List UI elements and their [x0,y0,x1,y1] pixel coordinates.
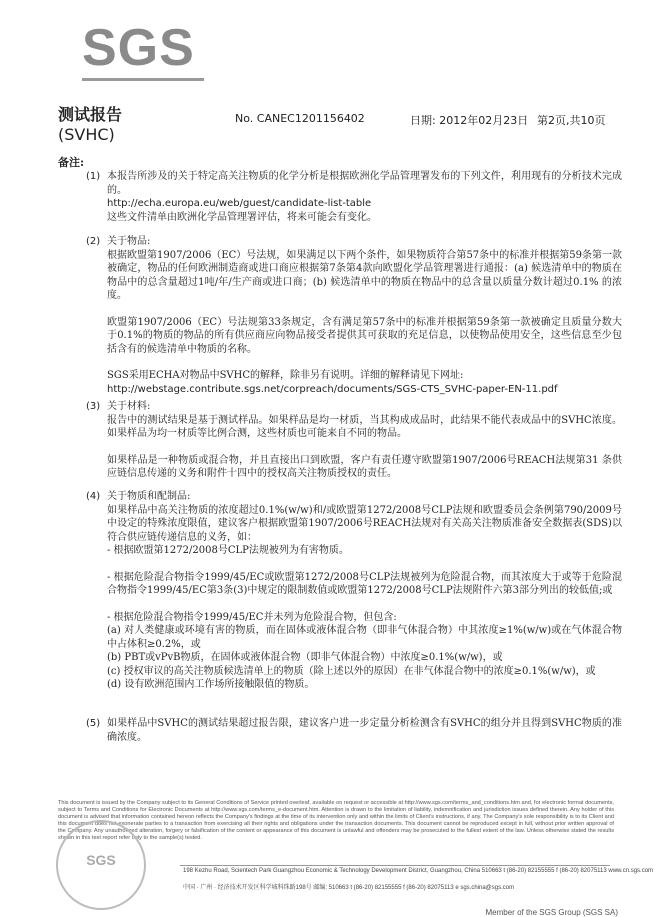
sgs-logo [82,19,204,92]
note-paragraph: 关于材料: [107,401,151,412]
note-paragraph: - 根据欧盟第1272/2008号CLP法规被列为有害物质。 [107,545,349,556]
note-paragraph: (c) 授权审议的高关注物质候选清单上的物质（除上述以外的原因）在非气体混合物中的浓度≥0.1%(w/w)，或 [107,665,596,677]
note-number: (4) [86,491,101,502]
note-item [86,170,622,224]
logo-underline [82,78,204,81]
note-number: (5) [86,718,101,729]
report-number: No. CANEC1201156402 [235,112,365,125]
note-body [107,170,622,224]
note-paragraph: 如果样品中SVHC的测试结果超过报告限，建议客户进一步定量分析检测含有SVHC的组分并且得到SVHC物质的准确浓度。 [107,718,622,743]
footer-address-cn: 中国 · 广州 · 经济技术开发区科学城科珠路198号 邮编: 510663 t (86-20) 82155555 f (86-20) 82075113 e sgs.china@sgs.com [183,885,515,891]
note-number: (1) [86,171,101,182]
seal-text: SGS [86,852,116,868]
note-paragraph: SGS采用ECHA对物品中SVHC的解释，除非另有说明。详细的解释请见下网址: [107,370,464,381]
footer-member: Member of the SGS Group (SGS SA) [485,908,618,917]
note-body [107,400,622,481]
note-number: (2) [86,236,101,247]
logo-text: SGS [82,19,195,77]
note-paragraph: 如果样品是一种物质或混合物，并且直接出口到欧盟，客户有责任遵守欧盟第1907/2006号REACH法规第31 条供应链信息传递的义务和附件十四中的授权高关注物质授权的责任。 [107,454,622,479]
note-url: http://echa.europa.eu/web/guest/candidate-list-table [107,198,372,209]
note-paragraph: 如果样品中高关注物质的浓度超过0.1%(w/w)和/或欧盟第1272/2008号CLP法规和欧盟委员会条例第790/2009号中设定的特殊浓度限值，建议客户根据欧盟第1907/2006号REACH法规对有关高关注物质准备安全数据表(SDS)以符合供应链传递信息的义务，如： [107,504,622,543]
note-paragraph [107,598,622,611]
note-item [86,400,622,481]
note-paragraph: 欧盟第1907/2006（EC）号法规第33条规定，含有满足第57条中的标准并根据第59条第一款被确定且质量分数大于0.1%的物质的物品的所有供应商应向物品接受者提供其可获取的充足信息，以使物品使用安全，这些信息至少包括含有的候选清单中物质的名称。 [107,316,622,355]
note-number: (3) [86,401,101,412]
note-paragraph: 关于物质和配制品: [107,491,191,502]
note-paragraph: (b) PBT或vPvB物质，在固体或液体混合物（即非气体混合物）中浓度≥0.1%(w/w)，或 [107,652,503,663]
note-body [107,490,622,692]
note-paragraph [107,303,622,316]
note-paragraph: 报告中的测试结果是基于测试样品。如果样品是均一材质，当其构成成品时，此结果不能代表成品中的SVHC浓度。如果样品为均一材质等比例合测，这些材质也可能来自不同的物品。 [107,414,622,439]
note-url: http://webstage.contribute.sgs.net/corpreach/documents/SGS-CTS_SVHC-paper-EN-11.pdf [107,383,558,395]
note-paragraph [107,558,622,571]
note-item [86,235,622,396]
note-body [107,235,622,396]
report-subtitle: (SVHC) [58,125,115,144]
note-paragraph: - 根据危险混合物指令1999/45/EC并未列为危险混合物，但包含: [107,611,397,623]
note-item [86,490,622,692]
note-paragraph: 根据欧盟第1907/2006（EC）号法规，如果满足以下两个条件，如果物质符合第57条中的标准并根据第59条第一款被确定，物品的任何欧洲制造商或进口商应根据第7条第4款向欧盟化学品管理署进行通报：(a) 候选清单中的物质在物品中的总含量超过1吨/年/生产商或进口商；(b) 候选清单中的物质在物品中的总含量以质量分数计超过0.1% 的浓度。 [107,249,622,301]
report-title: 测试报告 [58,105,123,124]
footer-divider [180,865,610,866]
footer-disclaimer: This document is issued by the Company subject to its General Conditions of Service printed overleaf, available on request or accessible at http://www.sgs.com/terms_and_conditions.htm and, for electronic format documents, subject to Terms and Conditions for Electronic Documents at http://www.sgs.com/terms_e-document.htm. Attention is drawn to the limitation of liability, indemnification and jurisdiction issues defined therein. Any holder of this document is advised that information contained hereon reflects the Company's findings at the time of its intervention only and within the limits of Client's instructions, if any. The Company's sole responsibility is to its Client and this document does not exonerate parties to a transaction from exercising all their rights and obligations under the transaction documents. This document cannot be reproduced except in full, without prior written approval of the Company. Any unauthorized alteration, forgery or falsification of the content or appearance of this document is unlawful and offenders may be prosecuted to the fullest extent of the law. Unless otherwise stated the results shown in this test report refer only to the sample(s) tested. [58,800,614,841]
note-paragraph: 这些文件清单由欧洲化学品管理署评估，将来可能会有变化。 [107,211,377,223]
note-paragraph: (d) 设有欧洲范围内工作场所接触限值的物质。 [107,679,315,690]
note-paragraph [107,356,622,369]
note-paragraph [107,441,622,454]
sgs-seal [56,820,146,910]
note-paragraph: - 根据危险混合物指令1999/45/EC或欧盟第1272/2008号CLP法规被列为危险混合物，而其浓度大于或等于危险混合物指令1999/45/EC第3条(3)中规定的限制数值或欧盟第1272/2008号CLP法规附件六第3部分列出的较低值;或 [107,571,622,596]
note-body [107,717,622,744]
note-item [86,717,622,744]
page-number: 第2页,共10页 [537,114,606,127]
note-paragraph: (a) 对人类健康或环境有害的物质，而在固体或液体混合物（即非气体混合物）中其浓度≥1%(w/w)或在气体混合物中占体积≥0.2%，或 [107,625,622,650]
note-paragraph: 关于物品: [107,236,151,247]
report-date: 日期: 2012年02月23日 [410,114,529,127]
footer-address-en: 198 Kezhu Road, Scientech Park Guangzhou Economic & Technology Development District, Guangzhou, China 510663 t (86-20) 82155555 f (86-20) 82075113 www.cn.sgs.com [183,868,654,874]
notes-label: 备注: [58,156,85,169]
note-paragraph: 本报告所涉及的关于特定高关注物质的化学分析是根据欧洲化学品管理署发布的下列文件，利用现有的分析技术完成的。 [107,171,622,196]
